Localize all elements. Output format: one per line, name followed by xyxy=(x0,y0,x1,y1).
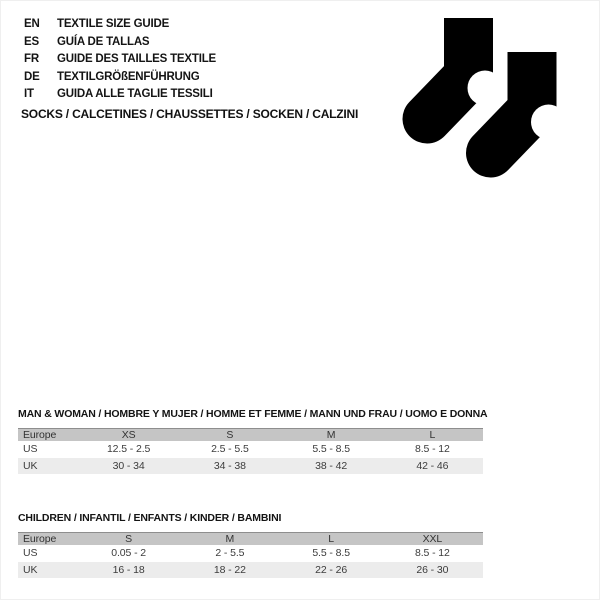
size-cell: 2 - 5.5 xyxy=(215,547,245,559)
language-row-de xyxy=(24,69,216,87)
language-row-en xyxy=(24,16,216,34)
language-label: TEXTILGRÖßENFÜHRUNG xyxy=(57,70,200,83)
row-label: UK xyxy=(23,564,38,576)
size-table-children xyxy=(18,513,483,578)
language-row-it xyxy=(24,86,216,104)
language-list xyxy=(24,16,216,104)
language-row-es xyxy=(24,34,216,52)
row-label: US xyxy=(23,547,38,559)
language-code: ES xyxy=(24,35,39,48)
row-label: US xyxy=(23,443,38,455)
size-cell: 22 - 26 xyxy=(315,564,348,576)
language-code: EN xyxy=(24,18,40,30)
language-code: IT xyxy=(24,88,34,100)
language-label: TEXTILE SIZE GUIDE xyxy=(57,18,170,30)
table-row-us xyxy=(18,545,483,562)
socks-icon xyxy=(400,5,590,185)
header-cell: M xyxy=(326,429,336,441)
language-row-fr xyxy=(24,51,216,69)
size-cell: 0.05 - 2 xyxy=(111,547,147,559)
header-cell: S xyxy=(125,533,133,545)
size-cell: 30 - 34 xyxy=(112,460,145,472)
size-cell: 2.5 - 5.5 xyxy=(211,443,249,455)
row-label: UK xyxy=(23,460,38,472)
table-row-us xyxy=(18,441,483,458)
table-header-row xyxy=(18,428,483,441)
size-cell: 26 - 30 xyxy=(416,564,449,576)
size-cell: 5.5 - 8.5 xyxy=(312,547,350,559)
category-title: SOCKS / CALCETINES / CHAUSSETTES / SOCKEN / CALZINI xyxy=(21,107,359,121)
language-label: GUIDE DES TAILLES TEXTILE xyxy=(57,53,216,65)
size-cell: 8.5 - 12 xyxy=(414,547,450,559)
table-header-row xyxy=(18,532,483,545)
header-cell: XXL xyxy=(422,533,443,545)
size-cell: 38 - 42 xyxy=(315,460,348,472)
size-cell: 12.5 - 2.5 xyxy=(106,443,151,455)
language-label: GUÍA DE TALLAS xyxy=(57,35,150,48)
header-cell: L xyxy=(429,429,436,441)
header-cell: Europe xyxy=(23,429,57,441)
header-cell: Europe xyxy=(23,533,57,545)
size-cell: 42 - 46 xyxy=(416,460,449,472)
language-code: DE xyxy=(24,70,40,83)
size-table-man-woman xyxy=(18,408,488,474)
language-label: GUIDA ALLE TAGLIE TESSILI xyxy=(57,88,213,100)
header-cell: XS xyxy=(121,429,136,441)
size-cell: 18 - 22 xyxy=(213,564,246,576)
size-cell: 8.5 - 12 xyxy=(414,443,450,455)
table-row-uk xyxy=(18,458,483,474)
table-row-uk xyxy=(18,562,483,578)
header-cell: M xyxy=(225,533,235,545)
table-title: MAN & WOMAN / HOMBRE Y MUJER / HOMME ET FEMME / MANN UND FRAU / UOMO E DONNA xyxy=(18,408,488,420)
size-cell: 5.5 - 8.5 xyxy=(312,443,350,455)
size-cell: 16 - 18 xyxy=(112,564,145,576)
table-title: CHILDREN / INFANTIL / ENFANTS / KINDER / BAMBINI xyxy=(18,512,282,524)
header-cell: S xyxy=(226,429,234,441)
header-cell: L xyxy=(328,533,334,545)
size-cell: 34 - 38 xyxy=(213,460,246,472)
language-code: FR xyxy=(24,53,39,65)
